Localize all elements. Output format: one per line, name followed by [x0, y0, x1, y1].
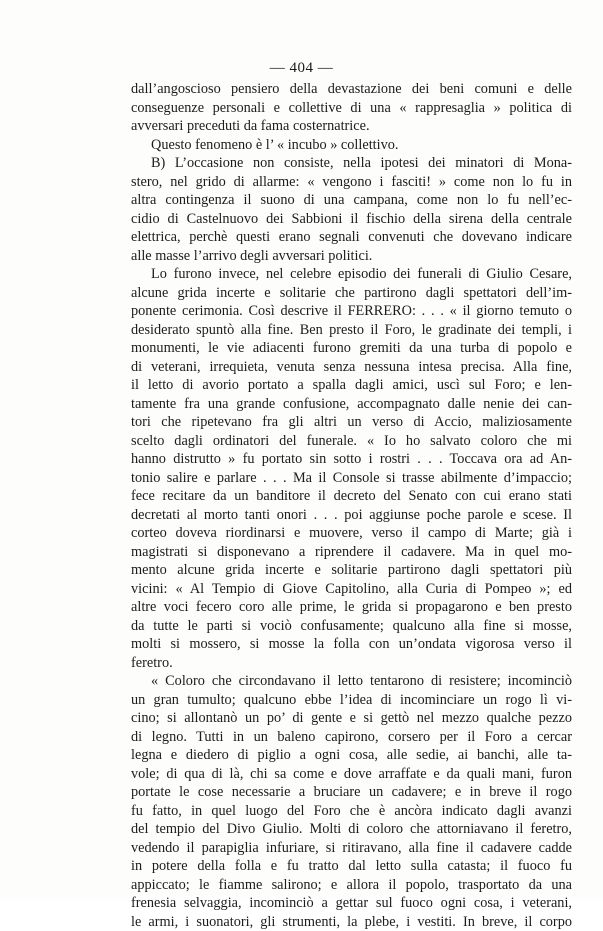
- text-line: corteo doveva riordinarsi e muovere, verso il campo di Marte; già i: [131, 524, 572, 543]
- text-line: conseguenze personali e collettive di una « rappresaglia » politica di: [131, 99, 572, 118]
- text-line: « Coloro che circondavano il letto tentarono di resistere; incominciò: [131, 672, 572, 691]
- text-line: in potere della folla e fu tratto dal letto sulla catasta; il fuoco fu: [131, 857, 572, 876]
- text-line: di veterani, irrequieta, venuta senza nessuna intesa precisa. Alla fine,: [131, 358, 572, 377]
- text-line: portate le cose necessarie a bruciare un cadavere; e in breve il rogo: [131, 783, 572, 802]
- text-line: monumenti, le vie adiacenti furono gremiti da una turba di popolo e: [131, 339, 572, 358]
- text-line: le armi, i suonatori, gli strumenti, la plebe, i vestiti. In breve, il corpo: [131, 913, 572, 931]
- text-line: stero, nel grido di allarme: « vengono i fasciti! » come non lo fu in: [131, 173, 572, 192]
- text-line: tori che ripetevano fra gli altri un verso di Accio, maliziosamente: [131, 413, 572, 432]
- text-line: desiderato spuntò alla fine. Ben presto il Foro, le gradinate dei templi, i: [131, 321, 572, 340]
- text-line: hanno distrutto » fu portato sin sotto i rostri . . . Toccava ora ad An-: [131, 450, 572, 469]
- page-number: — 404 —: [0, 60, 603, 77]
- text-line: appiccato; le fiamme salirono; e allora il popolo, trasportato da una: [131, 876, 572, 895]
- text-line: altra contingenza il suono di una campana, come non lo fu nell’ec-: [131, 191, 572, 210]
- text-line: di legno. Tutti in un baleno capirono, corsero per il Foro a cercar: [131, 728, 572, 747]
- text-line: altre voci fecero coro alle prime, le grida si propagarono e ben presto: [131, 598, 572, 617]
- text-line: ponente cerimonia. Così descrive il FERRERO: . . . « il giorno temuto o: [131, 302, 572, 321]
- text-line: alcune grida incerte e solitarie che partirono dagli spettatori dell’im-: [131, 284, 572, 303]
- text-line: fece recitare da un banditore il decreto del Senato con cui erano stati: [131, 487, 572, 506]
- text-line: un gran tumulto; qualcuno ebbe l’idea di incominciare un rogo lì vi-: [131, 691, 572, 710]
- text-line: da tutte le parti si vociò confusamente; qualcuno alla fine si mosse,: [131, 617, 572, 636]
- text-line: tonio salire e parlare . . . Ma il Console si trasse abilmente d’impaccio;: [131, 469, 572, 488]
- text-line: il letto di avorio portato a spalla dagli amici, uscì sul Foro; e len-: [131, 376, 572, 395]
- text-line: del tempio del Divo Giulio. Molti di coloro che attorniavano il feretro,: [131, 820, 572, 839]
- text-line: mento alcune grida incerte e solitarie partirono dagli spettatori più: [131, 561, 572, 580]
- text-line: scelto dagli ordinatori del funerale. « Io ho salvato coloro che mi: [131, 432, 572, 451]
- text-line: Lo furono invece, nel celebre episodio dei funerali di Giulio Cesare,: [131, 265, 572, 284]
- text-line: alle masse l’arrivo degli avversari politici.: [131, 247, 572, 266]
- text-line: fu fatto, in quel luogo del Foro che è ancòra indicato dagli avanzi: [131, 802, 572, 821]
- text-line: molti si mossero, si mosse la folla con un’ondata vigorosa verso il: [131, 635, 572, 654]
- text-line: B) L’occasione non consiste, nella ipotesi dei minatori di Mona-: [131, 154, 572, 173]
- text-line: feretro.: [131, 654, 572, 673]
- text-line: legna e diedero di piglio a ogni cosa, alle sedie, ai banchi, alle ta-: [131, 746, 572, 765]
- text-line: cidio di Castelnuovo dei Sabbioni il fischio della sirena della centrale: [131, 210, 572, 229]
- text-line: vole; di qua di là, chi sa come e dove arraffate e da quali mani, furon: [131, 765, 572, 784]
- text-line: decretati al morto tanti onori . . . poi aggiunse poche parole e scese. Il: [131, 506, 572, 525]
- text-line: elettrica, perchè questi erano segnali convenuti che dovevano indicare: [131, 228, 572, 247]
- text-line: frenesia selvaggia, incominciò a gettar sul fuoco ogni cosa, i veterani,: [131, 894, 572, 913]
- text-line: magistrati si disponevano a riprendere il cadavere. Ma in quel mo-: [131, 543, 572, 562]
- text-line: avversari preceduti da fama costernatrice.: [131, 117, 572, 136]
- text-line: tamente fra una grande confusione, accompagnato dalle nenie dei can-: [131, 395, 572, 414]
- text-line: cino; si allontanò un po’ di gente e si gettò nel mezzo qualche pezzo: [131, 709, 572, 728]
- text-line: Questo fenomeno è l’ « incubo » collettivo.: [131, 136, 572, 155]
- text-line: vicini: « Al Tempio di Giove Capitolino, alla Curia di Pompeo »; ed: [131, 580, 572, 599]
- body-text: [131, 80, 572, 931]
- text-line: vedendo il parapiglia infuriare, si ritiravano, alla fine il cadavere cadde: [131, 839, 572, 858]
- text-line: dall’angoscioso pensiero della devastazione dei beni comuni e delle: [131, 80, 572, 99]
